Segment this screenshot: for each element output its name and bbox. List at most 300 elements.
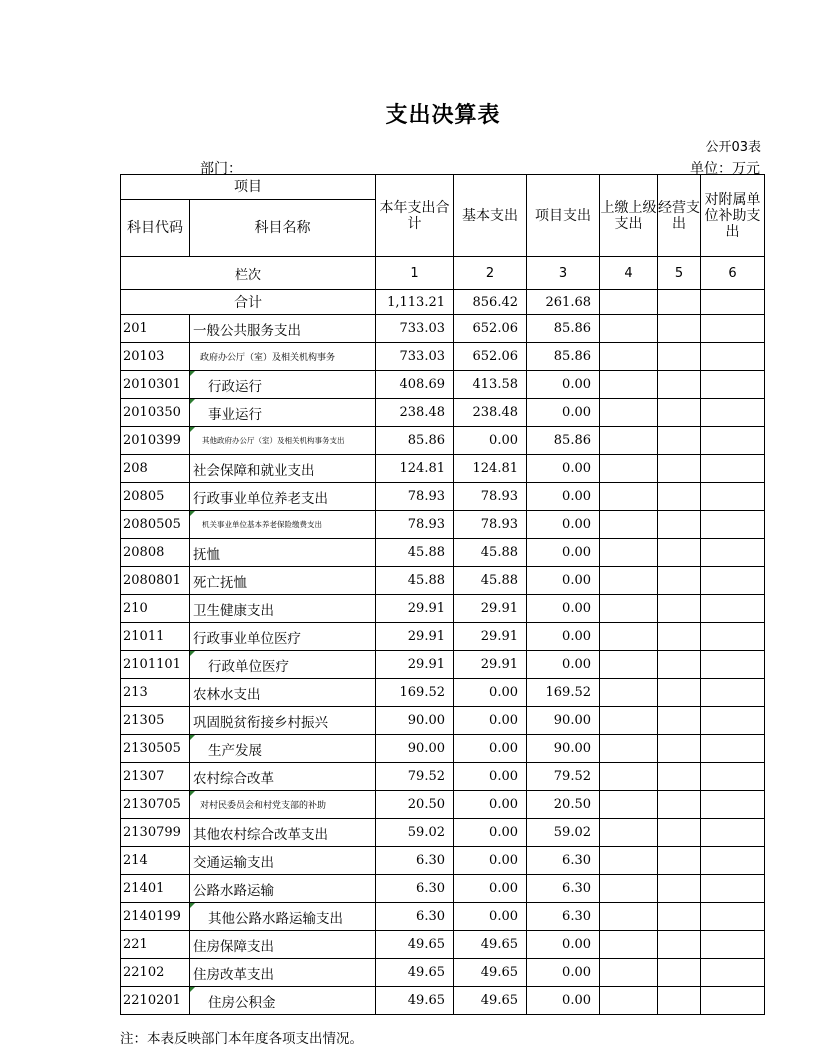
row-col4 (600, 819, 658, 847)
row-code (121, 847, 190, 875)
index-3: 3 (527, 257, 600, 290)
row-name (190, 819, 376, 847)
row-col5 (658, 875, 701, 903)
row-col1-text: 408.69 (399, 377, 445, 392)
row-col2 (454, 623, 527, 651)
row-col3-text: 0.00 (562, 517, 591, 532)
cell-comment-marker-icon (190, 427, 195, 432)
row-col1-text: 29.91 (407, 657, 445, 672)
table-row (121, 679, 765, 707)
row-col5 (658, 847, 701, 875)
index-1: 1 (376, 257, 454, 290)
row-code (121, 763, 190, 791)
row-col1 (376, 847, 454, 875)
row-name-text: 住房改革支出 (193, 966, 274, 983)
row-code-text: 21401 (123, 881, 165, 896)
row-col4 (600, 987, 658, 1015)
row-col2-text: 652.06 (472, 349, 518, 364)
page-title: 支出决算表 (385, 103, 501, 128)
row-code-text: 20805 (123, 489, 165, 504)
cell-comment-marker-icon (190, 903, 195, 908)
row-col3 (527, 931, 600, 959)
row-name (190, 763, 376, 791)
row-name-text: 卫生健康支出 (193, 602, 274, 619)
row-col6 (701, 763, 765, 791)
row-col6 (701, 623, 765, 651)
row-code (121, 427, 190, 455)
row-col4 (600, 343, 658, 371)
row-col1-text: 733.03 (399, 321, 445, 336)
row-col6 (701, 707, 765, 735)
row-col4 (600, 539, 658, 567)
row-code-text: 2010399 (123, 433, 181, 448)
row-name (190, 315, 376, 343)
row-col4 (600, 959, 658, 987)
row-col5 (658, 931, 701, 959)
table-row (121, 623, 765, 651)
row-col2-text: 49.65 (480, 993, 518, 1008)
row-col5 (658, 959, 701, 987)
row-col1 (376, 819, 454, 847)
index-label: 栏次 (121, 257, 376, 290)
row-col1-text: 85.86 (407, 433, 445, 448)
row-name (190, 875, 376, 903)
table-row (121, 427, 765, 455)
row-col4 (600, 483, 658, 511)
row-col4 (600, 315, 658, 343)
total-col5 (658, 290, 701, 315)
row-col3 (527, 511, 600, 539)
row-col3-text: 6.30 (562, 853, 591, 868)
row-col1 (376, 903, 454, 931)
row-col5 (658, 651, 701, 679)
row-col5 (658, 707, 701, 735)
table-row (121, 315, 765, 343)
row-code (121, 623, 190, 651)
row-col1 (376, 315, 454, 343)
row-col3 (527, 539, 600, 567)
row-name-text: 行政事业单位医疗 (193, 630, 301, 647)
row-col6 (701, 455, 765, 483)
table-row (121, 595, 765, 623)
row-col3-text: 0.00 (562, 993, 591, 1008)
row-col1 (376, 623, 454, 651)
row-col4 (600, 679, 658, 707)
row-name-text: 住房保障支出 (193, 938, 274, 955)
row-col5 (658, 735, 701, 763)
table-row (121, 371, 765, 399)
row-col2 (454, 903, 527, 931)
row-col3-text: 90.00 (553, 713, 591, 728)
row-col3-text: 0.00 (562, 965, 591, 980)
row-code (121, 987, 190, 1015)
row-col2 (454, 875, 527, 903)
row-col2 (454, 959, 527, 987)
header-col6: 对附属单位补助支出 (701, 175, 765, 257)
row-name (190, 343, 376, 371)
row-name-text: 其他政府办公厅（室）及相关机构事务支出 (202, 436, 345, 445)
row-code (121, 959, 190, 987)
row-col5 (658, 455, 701, 483)
row-col1-text: 29.91 (407, 601, 445, 616)
row-col1 (376, 735, 454, 763)
row-col3-text: 79.52 (553, 769, 591, 784)
row-col1-text: 49.65 (407, 993, 445, 1008)
row-col2-text: 0.00 (489, 433, 518, 448)
row-col6 (701, 511, 765, 539)
header-col1: 本年支出合计 (376, 175, 454, 257)
row-code (121, 371, 190, 399)
row-name (190, 931, 376, 959)
row-code (121, 567, 190, 595)
row-col2-text: 29.91 (480, 601, 518, 616)
row-col4 (600, 455, 658, 483)
row-col3 (527, 819, 600, 847)
row-col2 (454, 595, 527, 623)
row-code-text: 210 (123, 601, 148, 616)
row-col3-text: 0.00 (562, 545, 591, 560)
row-code-text: 2010301 (123, 377, 181, 392)
row-col1 (376, 511, 454, 539)
row-col6 (701, 847, 765, 875)
row-col2 (454, 707, 527, 735)
row-name (190, 987, 376, 1015)
row-col3 (527, 987, 600, 1015)
row-col2-text: 0.00 (489, 853, 518, 868)
index-5: 5 (658, 257, 701, 290)
row-name (190, 959, 376, 987)
row-name-text: 死亡抚恤 (193, 574, 247, 591)
table-row (121, 483, 765, 511)
row-col6 (701, 959, 765, 987)
row-col2-text: 78.93 (480, 489, 518, 504)
row-code-text: 2210201 (123, 993, 181, 1008)
cell-comment-marker-icon (190, 651, 195, 656)
row-code (121, 511, 190, 539)
row-col1 (376, 343, 454, 371)
row-col2-text: 45.88 (480, 545, 518, 560)
cell-comment-marker-icon (190, 987, 195, 992)
row-name-text: 其他公路水路运输支出 (208, 910, 343, 927)
row-col1 (376, 987, 454, 1015)
row-code-text: 22102 (123, 965, 165, 980)
index-4: 4 (600, 257, 658, 290)
row-col6 (701, 483, 765, 511)
header-item: 项目 (121, 175, 376, 200)
row-name-text: 巩固脱贫衔接乡村振兴 (193, 714, 328, 731)
row-code-text: 2010350 (123, 405, 181, 420)
row-col1-text: 49.65 (407, 937, 445, 952)
table-row (121, 343, 765, 371)
total-col2: 856.42 (454, 290, 527, 315)
row-col3-text: 85.86 (553, 349, 591, 364)
row-col2-text: 0.00 (489, 825, 518, 840)
row-col3 (527, 679, 600, 707)
total-col4 (600, 290, 658, 315)
row-col3 (527, 903, 600, 931)
row-col1-text: 733.03 (399, 349, 445, 364)
row-col2-text: 0.00 (489, 685, 518, 700)
row-name (190, 623, 376, 651)
row-name (190, 483, 376, 511)
row-col6 (701, 931, 765, 959)
row-col2 (454, 315, 527, 343)
cell-comment-marker-icon (190, 371, 195, 376)
row-col1 (376, 371, 454, 399)
row-col2-text: 652.06 (472, 321, 518, 336)
table-row (121, 399, 765, 427)
row-name-text: 交通运输支出 (193, 854, 274, 871)
row-name-text: 公路水路运输 (193, 882, 274, 899)
row-col2 (454, 371, 527, 399)
row-name (190, 539, 376, 567)
row-name-text: 一般公共服务支出 (193, 322, 301, 339)
row-col2 (454, 455, 527, 483)
row-col1-text: 6.30 (416, 881, 445, 896)
row-code (121, 819, 190, 847)
row-code-text: 214 (123, 853, 148, 868)
total-label: 合计 (121, 290, 376, 315)
table-row (121, 707, 765, 735)
row-col2-text: 0.00 (489, 713, 518, 728)
row-code-text: 213 (123, 685, 148, 700)
row-code-text: 2130505 (123, 741, 181, 756)
row-col3-text: 0.00 (562, 405, 591, 420)
header-col4: 上缴上级支出 (600, 175, 658, 257)
table-row (121, 567, 765, 595)
row-name-text: 生产发展 (208, 742, 262, 759)
row-col2-text: 29.91 (480, 657, 518, 672)
row-col1 (376, 679, 454, 707)
row-col3-text: 85.86 (553, 433, 591, 448)
row-col5 (658, 511, 701, 539)
row-col2 (454, 567, 527, 595)
row-col3 (527, 651, 600, 679)
footnote: 注：本表反映部门本年度各项支出情况。 (120, 1031, 363, 1047)
row-col2-text: 124.81 (472, 461, 518, 476)
row-name (190, 371, 376, 399)
header-col3: 项目支出 (527, 175, 600, 257)
total-col6 (701, 290, 765, 315)
row-col4 (600, 847, 658, 875)
row-col3 (527, 315, 600, 343)
row-col6 (701, 651, 765, 679)
table-row (121, 651, 765, 679)
row-col5 (658, 987, 701, 1015)
total-col1: 1,113.21 (376, 290, 454, 315)
row-col2 (454, 987, 527, 1015)
row-col1 (376, 483, 454, 511)
row-name (190, 511, 376, 539)
table-row (121, 959, 765, 987)
row-name-text: 对村民委员会和村党支部的补助 (200, 801, 327, 811)
row-col4 (600, 595, 658, 623)
row-col1-text: 59.02 (407, 825, 445, 840)
row-col1-text: 79.52 (407, 769, 445, 784)
row-name (190, 427, 376, 455)
row-col1 (376, 931, 454, 959)
row-col3-text: 59.02 (553, 825, 591, 840)
department-label: 部门： (200, 161, 242, 177)
row-col1 (376, 763, 454, 791)
row-col5 (658, 343, 701, 371)
row-col1 (376, 567, 454, 595)
row-col3 (527, 455, 600, 483)
row-col2 (454, 651, 527, 679)
table-row (121, 791, 765, 819)
row-code (121, 595, 190, 623)
row-col2 (454, 847, 527, 875)
row-col3-text: 6.30 (562, 881, 591, 896)
row-col3 (527, 707, 600, 735)
row-col2 (454, 483, 527, 511)
row-col6 (701, 903, 765, 931)
cell-comment-marker-icon (190, 399, 195, 404)
row-col6 (701, 819, 765, 847)
row-col5 (658, 623, 701, 651)
row-col2 (454, 819, 527, 847)
row-col3 (527, 343, 600, 371)
row-col3 (527, 959, 600, 987)
row-code (121, 903, 190, 931)
row-name-text: 行政事业单位养老支出 (193, 490, 328, 507)
row-col4 (600, 903, 658, 931)
row-col2-text: 45.88 (480, 573, 518, 588)
row-col4 (600, 707, 658, 735)
row-code-text: 20808 (123, 545, 165, 560)
row-col3 (527, 427, 600, 455)
row-col4 (600, 931, 658, 959)
row-col6 (701, 343, 765, 371)
row-code-text: 20103 (123, 349, 165, 364)
row-col6 (701, 735, 765, 763)
row-code (121, 735, 190, 763)
table-row (121, 455, 765, 483)
index-2: 2 (454, 257, 527, 290)
row-col3-text: 0.00 (562, 489, 591, 504)
row-code-text: 201 (123, 321, 148, 336)
row-code-text: 21305 (123, 713, 165, 728)
row-col1-text: 124.81 (399, 461, 445, 476)
row-col6 (701, 791, 765, 819)
row-col5 (658, 371, 701, 399)
row-name (190, 399, 376, 427)
row-col1-text: 45.88 (407, 573, 445, 588)
row-col3-text: 169.52 (545, 685, 591, 700)
row-name (190, 651, 376, 679)
row-name-text: 住房公积金 (208, 994, 276, 1011)
row-code (121, 651, 190, 679)
row-code (121, 539, 190, 567)
row-col2 (454, 791, 527, 819)
row-col5 (658, 903, 701, 931)
row-name (190, 567, 376, 595)
row-col3 (527, 847, 600, 875)
header-col2: 基本支出 (454, 175, 527, 257)
row-col2 (454, 511, 527, 539)
table-row (121, 539, 765, 567)
expenditure-table (120, 174, 765, 1015)
row-col3 (527, 483, 600, 511)
row-col3-text: 0.00 (562, 629, 591, 644)
row-code (121, 791, 190, 819)
row-col1 (376, 539, 454, 567)
row-col5 (658, 483, 701, 511)
row-col2 (454, 539, 527, 567)
row-name (190, 707, 376, 735)
row-col4 (600, 371, 658, 399)
row-col2-text: 49.65 (480, 937, 518, 952)
row-col4 (600, 623, 658, 651)
row-col1 (376, 791, 454, 819)
row-col3-text: 0.00 (562, 937, 591, 952)
row-col1 (376, 427, 454, 455)
unit-label: 单位：万元 (690, 161, 760, 177)
row-col2-text: 29.91 (480, 629, 518, 644)
row-code-text: 2140199 (123, 909, 181, 924)
row-col3-text: 0.00 (562, 573, 591, 588)
row-col5 (658, 315, 701, 343)
row-name-text: 行政单位医疗 (208, 658, 289, 675)
row-col1-text: 78.93 (407, 517, 445, 532)
row-col5 (658, 427, 701, 455)
row-col1 (376, 651, 454, 679)
row-col5 (658, 791, 701, 819)
row-col3 (527, 791, 600, 819)
row-col1-text: 45.88 (407, 545, 445, 560)
table-row (121, 987, 765, 1015)
row-col1-text: 20.50 (407, 797, 445, 812)
table-row (121, 763, 765, 791)
row-col5 (658, 399, 701, 427)
row-col4 (600, 875, 658, 903)
row-col4 (600, 763, 658, 791)
row-col3 (527, 875, 600, 903)
row-col5 (658, 539, 701, 567)
row-col4 (600, 735, 658, 763)
row-col1-text: 90.00 (407, 741, 445, 756)
header-col5: 经营支出 (658, 175, 701, 257)
row-col2 (454, 343, 527, 371)
row-col6 (701, 595, 765, 623)
row-col1-text: 49.65 (407, 965, 445, 980)
row-code-text: 21011 (123, 629, 165, 644)
row-col3-text: 20.50 (553, 797, 591, 812)
row-col6 (701, 427, 765, 455)
table-row (121, 735, 765, 763)
row-col2-text: 413.58 (472, 377, 518, 392)
row-col5 (658, 595, 701, 623)
row-col2 (454, 399, 527, 427)
row-col3-text: 90.00 (553, 741, 591, 756)
row-col2-text: 0.00 (489, 881, 518, 896)
row-col3-text: 0.00 (562, 377, 591, 392)
row-col2 (454, 735, 527, 763)
row-col6 (701, 987, 765, 1015)
row-col1-text: 29.91 (407, 629, 445, 644)
row-col2-text: 238.48 (472, 405, 518, 420)
row-col3 (527, 371, 600, 399)
row-code-text: 2130705 (123, 797, 181, 812)
cell-comment-marker-icon (190, 791, 195, 796)
cell-comment-marker-icon (190, 511, 195, 516)
row-col4 (600, 567, 658, 595)
row-col4 (600, 791, 658, 819)
row-name (190, 791, 376, 819)
row-code-text: 221 (123, 937, 148, 952)
row-code-text: 2130799 (123, 825, 181, 840)
row-col2-text: 49.65 (480, 965, 518, 980)
